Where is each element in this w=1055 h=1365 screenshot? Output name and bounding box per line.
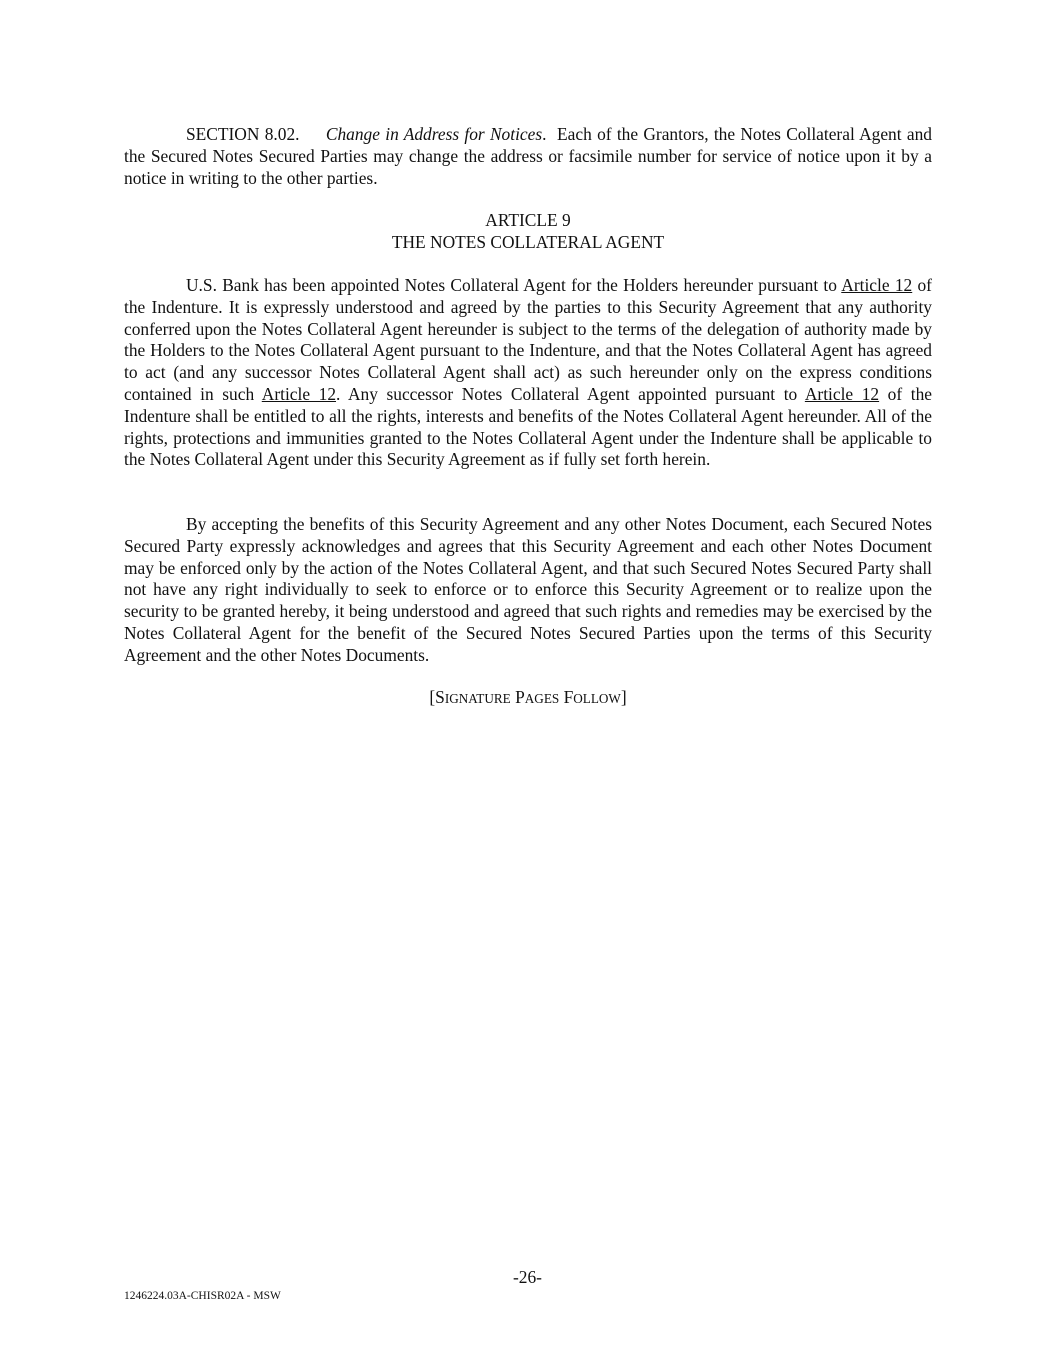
article-title: THE NOTES COLLATERAL AGENT — [391, 231, 665, 252]
article-heading — [124, 210, 932, 254]
section-body: Each of the Grantors, the Notes Collateral Agent and the Secured Notes Secured Parties may change the address or facsimile number for service of notice upon it by a notice in writing to the other parties. — [124, 124, 932, 188]
article-9-paragraph-1 — [124, 275, 932, 471]
para2-text-4: of the Indenture shall be entitled to all the rights, interests and benefits of the Notes Collateral Agent hereunder. All of the rights, protections and immunities granted to the Notes Collateral Agent under the Indenture shall be applicable to the Notes Collateral Agent under this Security Agreement as if fully set forth herein. — [124, 383, 932, 470]
para2-text-2: of the Indenture. It is expressly understood and agreed by the parties to this Security Agreement that any authority conferred upon the Notes Collateral Agent hereunder is subject to the terms of the delegation of authority made by the Holders to the Notes Collateral Agent pursuant to the Indenture, and that the Notes Collateral Agent has agreed to act (and any successor Notes Collateral Agent shall act) as such hereunder only on the express conditions contained in such — [124, 275, 932, 404]
section-title: Change in Address for Notices — [325, 124, 543, 144]
section-number: SECTION 8.02. — [186, 124, 300, 144]
article-9-paragraph-2: By accepting the benefits of this Security Agreement and any other Notes Document, each Secured Notes Secured Party expressly acknowledges and agrees that this Security Agreement and each other Notes Document may be enforced only by the action of the Notes Collateral Agent, and that such Secured Notes Secured Party shall not have any right individually to seek to enforce or to enforce this Security Agreement or to realize upon the security to be granted hereby, it being understood and agreed that such rights and remedies may be exercised by the Notes Collateral Agent for the benefit of the Secured Notes Secured Parties upon the terms of this Security Agreement and the other Notes Documents. — [124, 514, 932, 665]
para2-text-3: . Any successor Notes Collateral Agent appointed pursuant to — [336, 383, 805, 404]
article-number: ARTICLE 9 — [485, 210, 571, 230]
article-12-link-3[interactable]: Article 12 — [804, 383, 880, 404]
page-number: -26- — [513, 1267, 542, 1287]
document-id: 1246224.03A-CHISR02A - MSW — [124, 1290, 281, 1302]
section-title-end: . — [542, 124, 547, 144]
section-8-02-paragraph — [124, 124, 932, 189]
article-12-link-2[interactable]: Article 12 — [261, 383, 337, 404]
article-12-link-1[interactable]: Article 12 — [841, 275, 913, 295]
signature-pages-follow: [SIGNATURE PAGES FOLLOW] — [429, 687, 627, 707]
para2-text-1: U.S. Bank has been appointed Notes Collateral Agent for the Holders hereunder pursuant to — [186, 275, 842, 295]
